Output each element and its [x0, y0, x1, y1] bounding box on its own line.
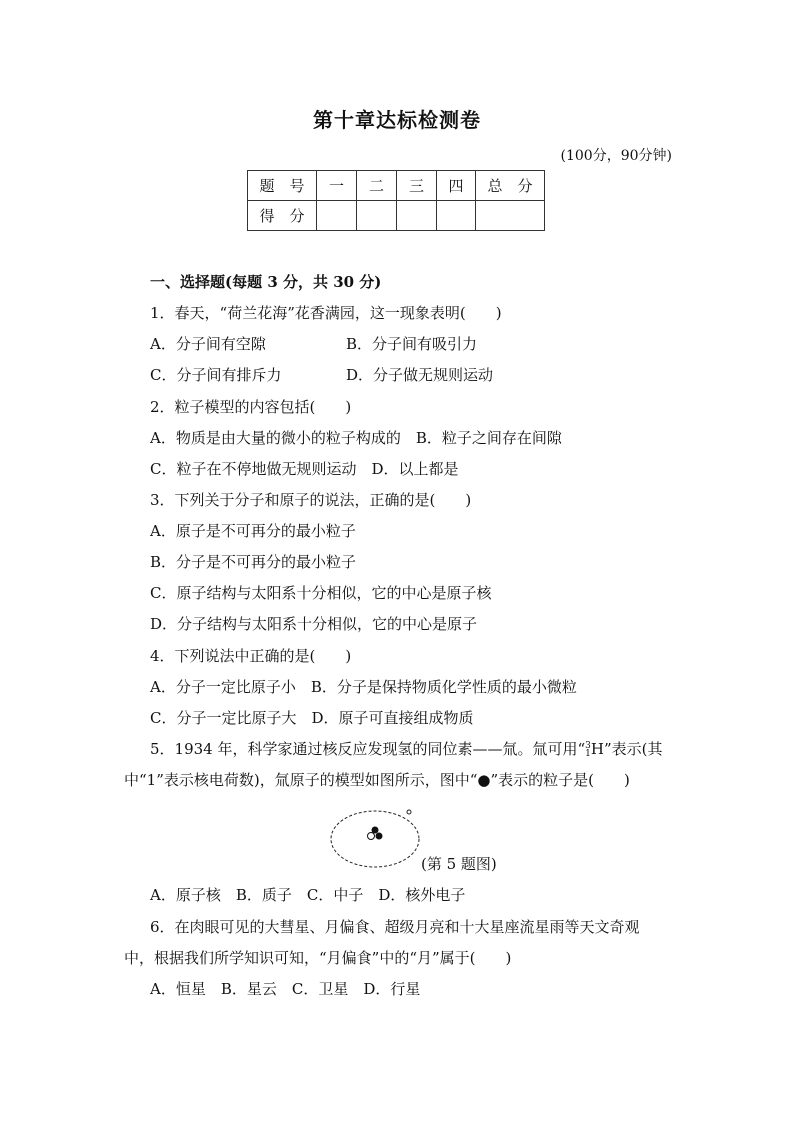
- q1-option-d: D．分子做无规则运动: [346, 366, 494, 384]
- score-table: [247, 170, 545, 231]
- q3-option-d: D．分子结构与太阳系十分相似，它的中心是原子: [150, 615, 478, 633]
- q1-option-c: C．分子间有排斥力: [150, 366, 282, 384]
- page-title: 第十章达标检测卷: [313, 108, 481, 132]
- q5-isotope-notation: [585, 740, 604, 758]
- score-cell-2[interactable]: [357, 201, 397, 231]
- score-time-info: (100分，90分钟): [560, 148, 672, 164]
- q4-options-ab: A．分子一定比原子小 B．分子是保持物质化学性质的最小微粒: [150, 678, 577, 696]
- header-cell-1: 一: [317, 171, 357, 201]
- figure-caption: (第 5 题图): [421, 855, 497, 873]
- header-cell-2: 二: [357, 171, 397, 201]
- q5-mass-number: 3: [585, 741, 591, 751]
- q5-stem-line2: 中“1”表示核电荷数)，氚原子的模型如图所示，图中“●”表示的粒子是( ): [124, 771, 630, 789]
- q5-stem-part2: ”表示(其: [603, 740, 663, 758]
- score-cell-total[interactable]: [476, 201, 545, 231]
- q2-options-ab: A．物质是由大量的微小的粒子构成的 B．粒子之间存在间隙: [150, 429, 562, 447]
- q5-options: A．原子核 B．质子 C．中子 D．核外电子: [150, 886, 466, 904]
- score-cell-1[interactable]: [317, 201, 357, 231]
- score-row-label: 得 分: [248, 201, 317, 231]
- q2-options-cd: C．粒子在不停地做无规则运动 D．以上都是: [150, 460, 459, 478]
- q1-stem: 1．春天，“荷兰花海”花香满园，这一现象表明( ): [150, 304, 502, 322]
- q3-option-a: A．原子是不可再分的最小粒子: [150, 522, 356, 540]
- proton-particle: [368, 833, 375, 840]
- tritium-atom-diagram: [328, 808, 424, 870]
- score-cell-3[interactable]: [397, 201, 437, 231]
- electron-particle: [407, 810, 411, 814]
- q6-stem-line2: 中，根据我们所学知识可知，“月偏食”中的“月”属于( ): [124, 949, 512, 967]
- q6-options: A．恒星 B．星云 C．卫星 D．行星: [150, 980, 421, 998]
- score-cell-4[interactable]: [437, 201, 476, 231]
- electron-orbit: [331, 811, 419, 867]
- q6-stem-line1: 6．在肉眼可见的大彗星、月偏食、超级月亮和十大星座流星雨等天文奇观: [150, 918, 640, 936]
- q4-options-cd: C．分子一定比原子大 D．原子可直接组成物质: [150, 709, 474, 727]
- q5-atomic-number: 1: [585, 749, 591, 759]
- q1-option-a: A．分子间有空隙: [150, 335, 266, 353]
- q5-stem-line1: [150, 738, 663, 759]
- q5-stem-part1: 5．1934 年，科学家通过核反应发现氢的同位素——氚。氚可用“: [150, 740, 586, 758]
- q3-option-c: C．原子结构与太阳系十分相似，它的中心是原子核: [150, 584, 492, 602]
- header-cell-total: 总 分: [476, 171, 545, 201]
- score-table-score-row: [248, 201, 545, 231]
- q3-stem: 3．下列关于分子和原子的说法，正确的是( ): [150, 491, 472, 509]
- q3-option-b: B．分子是不可再分的最小粒子: [150, 553, 357, 571]
- q4-stem: 4．下列说法中正确的是( ): [150, 647, 352, 665]
- section-title: 一、选择题(每题 3 分，共 30 分): [150, 273, 382, 291]
- q5-element-symbol: H: [590, 740, 604, 758]
- score-table-header-row: [248, 171, 545, 201]
- header-cell-3: 三: [397, 171, 437, 201]
- neutron-particle: [376, 833, 383, 840]
- header-cell-4: 四: [437, 171, 476, 201]
- q1-option-b: B．分子间有吸引力: [346, 335, 478, 353]
- q2-stem: 2．粒子模型的内容包括( ): [150, 398, 352, 416]
- header-cell-label: 题 号: [248, 171, 317, 201]
